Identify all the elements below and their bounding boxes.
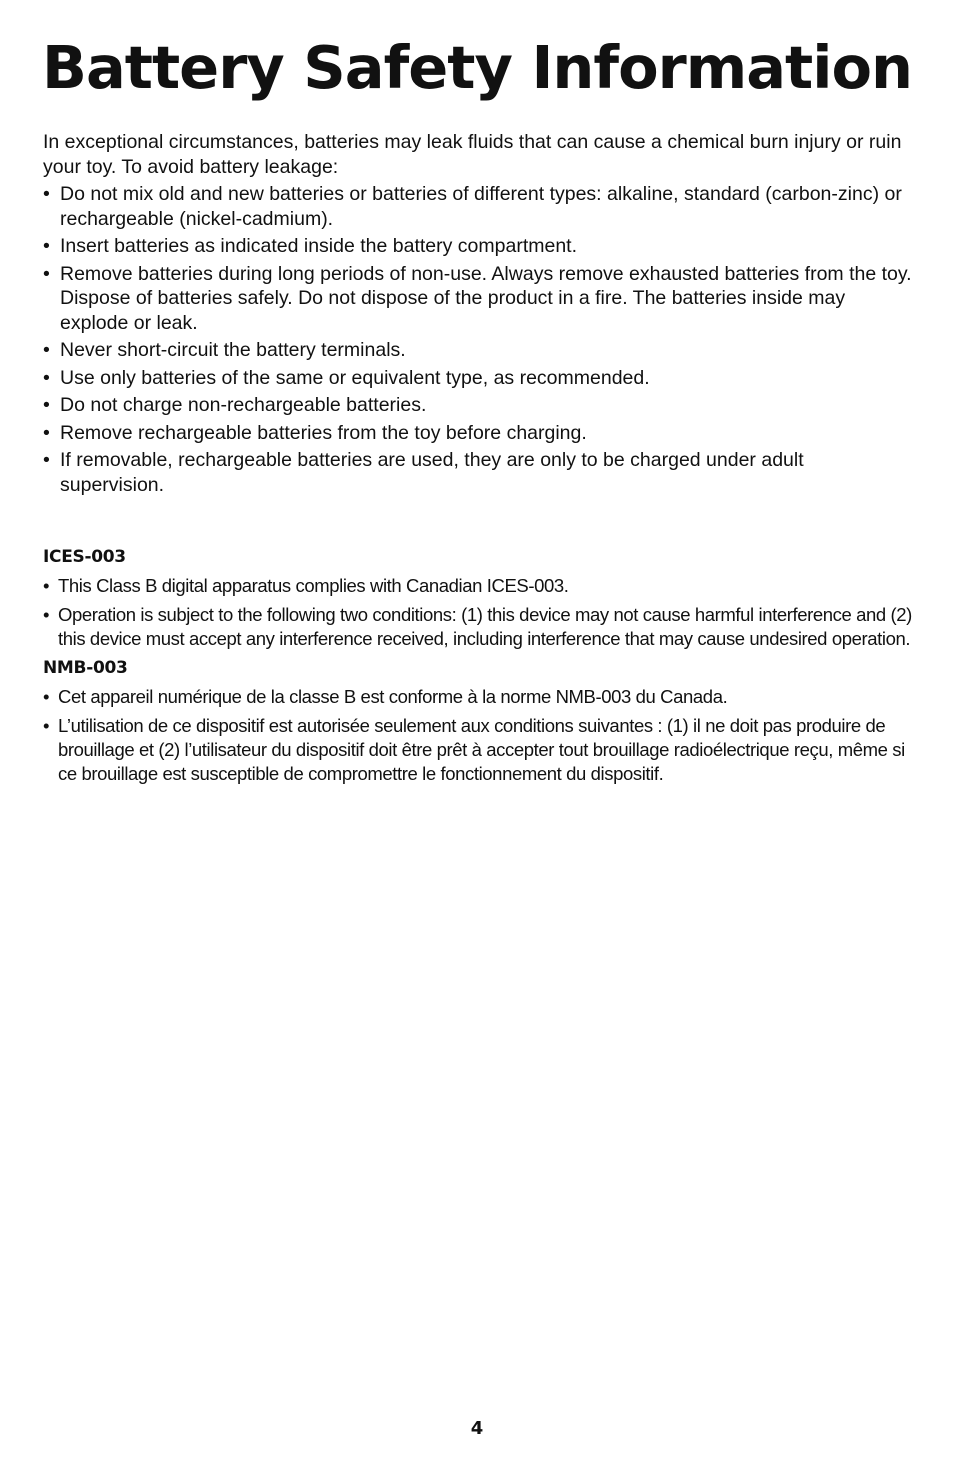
bullet-icon: • [43, 183, 50, 205]
list-item-text: L’utilisation de ce dispositif est autorisée seulement aux conditions suivantes : (1) il ne doit pas produire de brouillage et (2) l’utilisateur du dispositif doit être prêt à accepter tout brouillage radioélectrique reçu, même si ce brouillage est susceptible de compromettre le fonctionnement du dispositif. [58, 715, 905, 784]
bullet-icon: • [43, 604, 50, 625]
bullet-icon: • [43, 715, 50, 736]
list-item [43, 182, 913, 231]
battery-bullet-list [43, 182, 913, 497]
page-number: 4 [470, 1418, 484, 1439]
nmb-bullet-list [43, 685, 913, 786]
list-item [43, 421, 913, 446]
bullet-icon: • [43, 421, 50, 444]
list-item-text: Use only batteries of the same or equivalent type, as recommended. [60, 366, 650, 389]
bullet-icon: • [43, 575, 50, 596]
bullet-icon: • [43, 686, 50, 707]
list-item-text: Insert batteries as indicated inside the battery compartment. [60, 235, 578, 257]
nmb-heading: NMB-003 [43, 658, 128, 678]
list-item [43, 366, 913, 391]
list-item-text: Operation is subject to the following two conditions: (1) this device may not cause harmful interference and (2) this device must accept any interference received, including interference that may cause undesired operation. [58, 604, 912, 649]
list-item [43, 714, 913, 786]
list-item [43, 685, 913, 709]
regulatory-section [43, 545, 913, 791]
list-item-text: Never short-circuit the battery terminals. [60, 339, 406, 361]
bullet-icon: • [43, 235, 50, 257]
list-item [43, 262, 913, 336]
ices-heading: ICES-003 [43, 547, 126, 567]
list-item [43, 338, 913, 363]
list-item-text: If removable, rechargeable batteries are used, they are only to be charged under adult supervision. [60, 449, 804, 496]
list-item-text: Do not mix old and new batteries or batteries of different types: alkaline, standard (carbon-zinc) or rechargeable (nickel-cadmium). [60, 183, 902, 230]
list-item-text: Cet appareil numérique de la classe B est conforme à la norme NMB-003 du Canada. [58, 686, 728, 707]
bullet-icon: • [43, 262, 50, 285]
battery-intro: In exceptional circumstances, batteries may leak fluids that can cause a chemical burn injury or ruin your toy. To avoid battery leakage: [43, 131, 902, 178]
list-item [43, 574, 913, 598]
bullet-icon: • [43, 339, 50, 361]
list-item-text: This Class B digital apparatus complies with Canadian ICES-003. [58, 575, 569, 596]
list-item-text: Remove batteries during long periods of non-use. Always remove exhausted batteries from the toy. Dispose of batteries safely. Do not dispose of the product in a fire. The batteries inside may explode or leak. [60, 262, 912, 334]
battery-safety-section [43, 130, 913, 500]
bullet-icon: • [43, 394, 50, 416]
ices-bullet-list [43, 574, 913, 651]
page-title: Battery Safety Information [41, 33, 912, 102]
list-item-text: Do not charge non-rechargeable batteries. [60, 394, 427, 416]
list-item [43, 448, 913, 497]
list-item [43, 393, 913, 418]
list-item-text: Remove rechargeable batteries from the toy before charging. [60, 421, 587, 444]
list-item [43, 603, 913, 651]
bullet-icon: • [43, 449, 50, 471]
list-item [43, 234, 913, 259]
bullet-icon: • [43, 366, 50, 389]
